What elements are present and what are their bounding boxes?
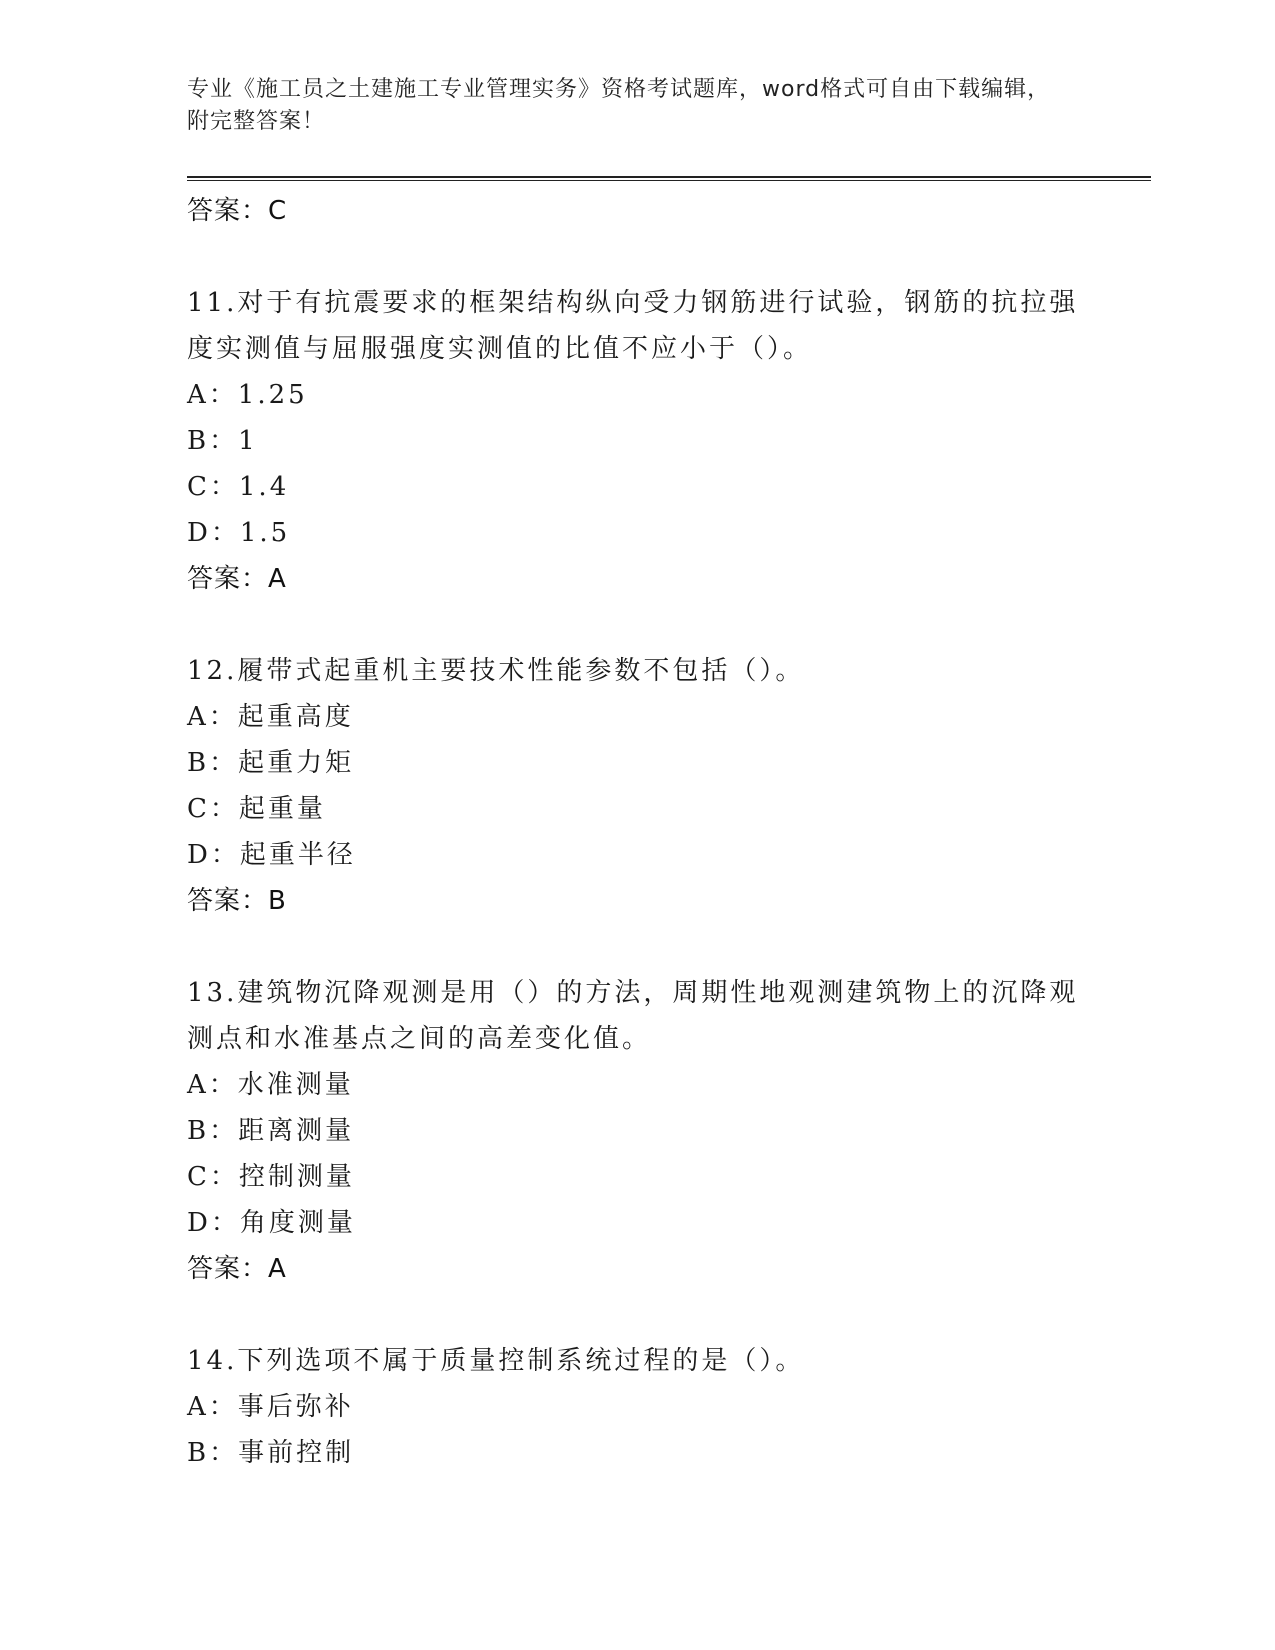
question-12: [187, 648, 1087, 924]
option-b: B：事前控制: [187, 1438, 355, 1468]
question-stem-line: 测点和水准基点之间的高差变化值。: [187, 1024, 652, 1054]
question-stem-line: 11.对于有抗震要求的框架结构纵向受力钢筋进行试验，钢筋的抗拉强: [187, 288, 1079, 318]
question-list: [187, 188, 1087, 1522]
option-c: C：起重量: [187, 794, 326, 824]
answer: 答案：A: [187, 1254, 287, 1284]
option-d: D：起重半径: [187, 840, 356, 870]
question-13: [187, 970, 1087, 1292]
question-11: [187, 280, 1087, 602]
option-d: D：角度测量: [187, 1208, 356, 1238]
option-a: A：事后弥补: [187, 1392, 354, 1422]
option-c: C：控制测量: [187, 1162, 355, 1192]
option-b: B：起重力矩: [187, 748, 355, 778]
previous-answer: 答案：C: [187, 196, 288, 226]
question-14: [187, 1338, 1087, 1476]
question-stem: 14.下列选项不属于质量控制系统过程的是（）。: [187, 1346, 805, 1376]
option-a: A：1.25: [187, 380, 308, 410]
question-stem: [187, 970, 1087, 1062]
answer: 答案：B: [187, 886, 287, 916]
option-d: D：1.5: [187, 518, 291, 548]
document-header: 专业《施工员之土建施工专业管理实务》资格考试题库，word格式可自由下载编辑，附完整答案！: [187, 77, 1051, 134]
question-stem-line: 度实测值与屈服强度实测值的比值不应小于（）。: [187, 334, 813, 364]
option-a: A：水准测量: [187, 1070, 354, 1100]
option-c: C：1.4: [187, 472, 290, 502]
option-b: B：距离测量: [187, 1116, 355, 1146]
question-stem: [187, 280, 1087, 372]
header-divider: [187, 176, 1151, 181]
option-a: A：起重高度: [187, 702, 354, 732]
question-stem-line: 13.建筑物沉降观测是用（）的方法，周期性地观测建筑物上的沉降观: [187, 978, 1079, 1008]
answer: 答案：A: [187, 564, 287, 594]
option-b: B：1: [187, 426, 258, 456]
question-stem: 12.履带式起重机主要技术性能参数不包括（）。: [187, 656, 805, 686]
